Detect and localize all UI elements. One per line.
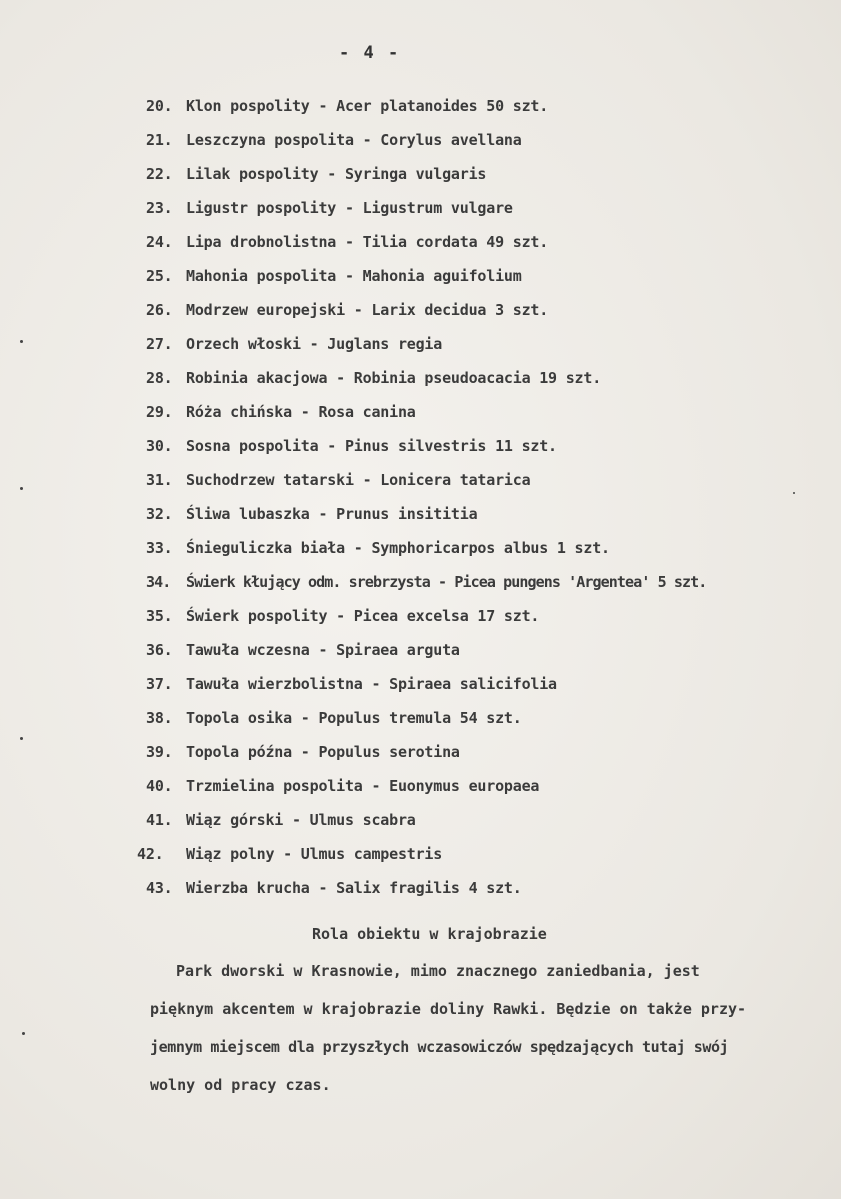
item-text: Mahonia pospolita - Mahonia aguifolium [186,267,522,285]
item-text: Topola osika - Populus tremula 54 szt. [186,709,522,727]
item-text: Lipa drobnolistna - Tilia cordata 49 szt. [186,233,549,251]
item-text: Tawuła wierzbolistna - Spiraea salicifolia [186,675,557,693]
paragraph-line: Park dworski w Krasnowie, mimo znacznego zaniedbania, jest [176,962,700,980]
item-number: 28. [146,369,173,387]
item-number: 40. [146,777,173,795]
item-text: Świerk pospolity - Picea excelsa 17 szt. [186,607,540,625]
paper-speck [20,340,23,343]
item-text: Klon pospolity - Acer platanoides 50 szt. [186,97,549,115]
item-number: 43. [146,879,173,897]
item-number: 25. [146,267,173,285]
item-text: Modrzew europejski - Larix decidua 3 szt. [186,301,549,319]
item-text: Róża chińska - Rosa canina [186,403,416,421]
item-number: 36. [146,641,173,659]
item-number: 27. [146,335,173,353]
item-number: 21. [146,131,173,149]
item-text: Tawuła wczesna - Spiraea arguta [186,641,460,659]
item-number: 30. [146,437,173,455]
item-text: Świerk kłujący odm. srebrzysta - Picea pungens 'Argentea' 5 szt. [186,573,707,591]
item-number: 26. [146,301,173,319]
item-text: Trzmielina pospolita - Euonymus europaea [186,777,540,795]
item-number: 23. [146,199,173,217]
item-text: Robinia akacjowa - Robinia pseudoacacia 19 szt. [186,369,602,387]
paragraph-line: pięknym akcentem w krajobrazie doliny Rawki. Będzie on także przy- [150,1000,747,1018]
item-text: Wierzba krucha - Salix fragilis 4 szt. [186,879,522,897]
item-text: Sosna pospolita - Pinus silvestris 11 szt. [186,437,557,455]
item-number: 32. [146,505,173,523]
section-heading: Rola obiektu w krajobrazie [312,925,547,943]
paragraph-line: jemnym miejscem dla przyszłych wczasowiczów spędzających tutaj swój [150,1038,729,1056]
paper-speck [793,492,795,494]
item-number: 41. [146,811,173,829]
item-number: 37. [146,675,173,693]
item-text: Leszczyna pospolita - Corylus avellana [186,131,522,149]
item-number: 39. [146,743,173,761]
item-number: 31. [146,471,173,489]
paper-speck [20,487,23,490]
item-text: Wiąz polny - Ulmus campestris [186,845,443,863]
item-number: 22. [146,165,173,183]
item-text: Orzech włoski - Juglans regia [186,335,443,353]
item-text: Topola późna - Populus serotina [186,743,460,761]
item-number: 24. [146,233,173,251]
item-number: 20. [146,97,173,115]
item-text: Śliwa lubaszka - Prunus insititia [186,505,478,523]
item-number: 29. [146,403,173,421]
item-number: 42. [137,845,164,863]
item-number: 35. [146,607,173,625]
page-number: - 4 - [339,43,401,63]
paragraph-line: wolny od pracy czas. [150,1076,331,1094]
item-text: Suchodrzew tatarski - Lonicera tatarica [186,471,531,489]
paper-speck [22,1032,25,1035]
paper-speck [20,737,23,740]
item-number: 34. [146,573,171,591]
item-number: 33. [146,539,173,557]
item-number: 38. [146,709,173,727]
item-text: Śnieguliczka biała - Symphoricarpos albus 1 szt. [186,539,610,557]
item-text: Wiąz górski - Ulmus scabra [186,811,416,829]
item-text: Lilak pospolity - Syringa vulgaris [186,165,487,183]
item-text: Ligustr pospolity - Ligustrum vulgare [186,199,513,217]
